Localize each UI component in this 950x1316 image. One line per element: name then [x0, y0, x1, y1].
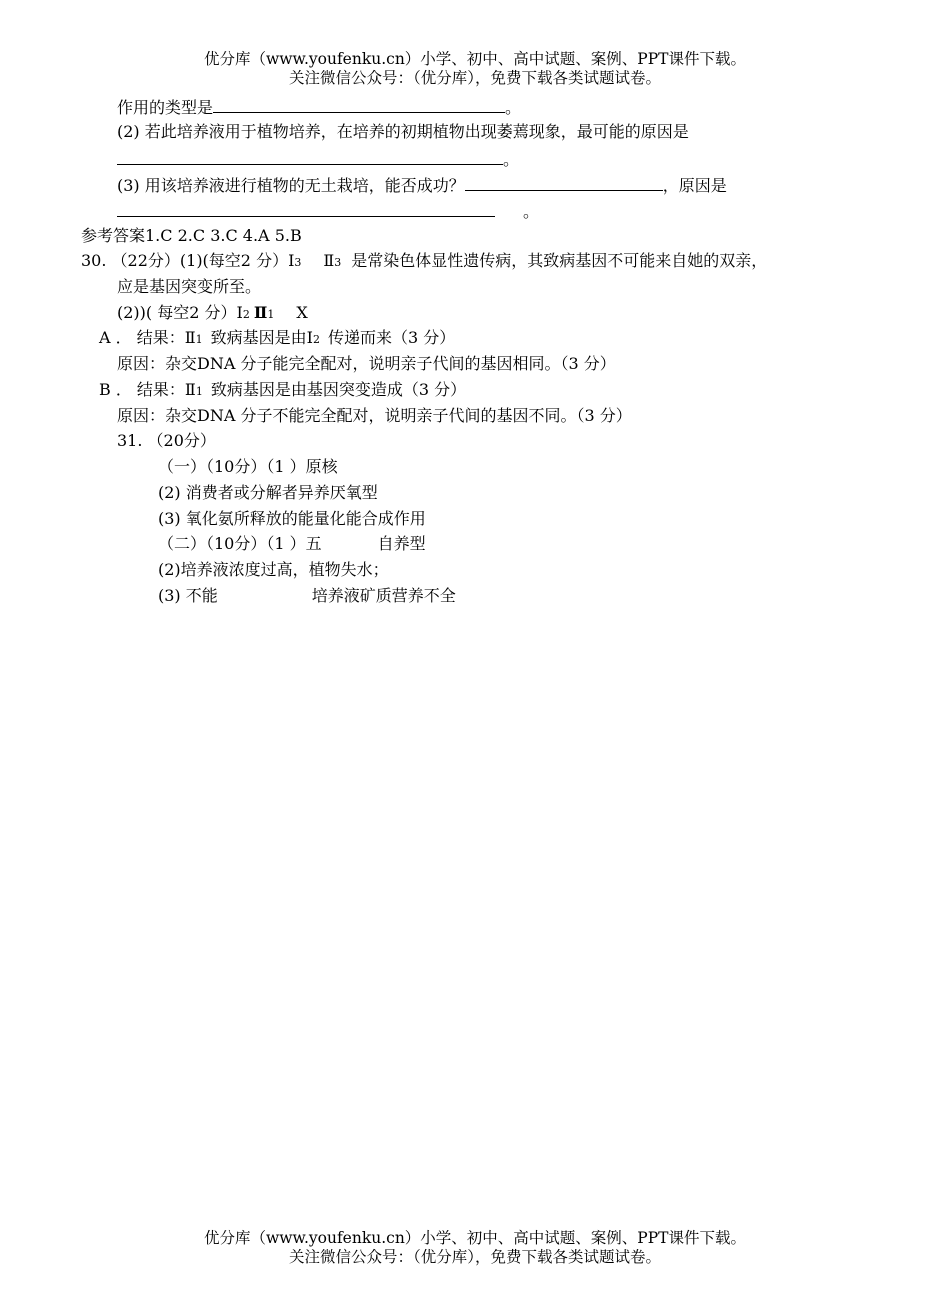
- subscript: 1: [195, 385, 203, 398]
- footer-line-2: 关注微信公众号：（优分库），免费下载各类试题试卷。: [288, 1248, 661, 1266]
- answer-blank-2: [117, 148, 503, 165]
- question-1-text: 作用的类型是: [117, 98, 214, 117]
- subscript: 2: [312, 333, 320, 346]
- subscript: 2: [242, 308, 250, 321]
- question-3-answer-line: [117, 200, 539, 222]
- question-3-mid: ，原因是: [662, 176, 727, 195]
- result-a-score: 传递而来（3 分）: [327, 328, 456, 347]
- subscript: 3: [294, 256, 302, 269]
- q31-part-1: （一）（10分）（1 ）原核: [158, 457, 338, 476]
- header-line-1: 优分库（www.youfenku.cn）小学、初中、高中试题、案例、PPT课件下载。: [203, 50, 747, 68]
- answer-key-title: 参考答案1.C 2.C 3.C 4.A 5.B: [81, 226, 302, 245]
- question-2: (2) 若此培养液用于植物培养，在培养的初期植物出现萎蔫现象，最可能的原因是: [117, 122, 689, 141]
- q31-part-2-item-3-answer: 培养液矿质营养不全: [311, 586, 456, 605]
- result-a: [99, 328, 455, 350]
- q31-part-1-item-3: (3) 氧化氨所释放的能量化能合成作用: [158, 509, 426, 528]
- chromosome-x: X: [296, 303, 308, 322]
- q30-part-2: [117, 303, 308, 325]
- q30-part1-text: 30. （22分）(1)(每空2 分）Ⅰ: [81, 251, 295, 270]
- q31-part-2-answer: 自养型: [377, 534, 426, 553]
- generation-mark: Ⅱ: [323, 251, 335, 270]
- answer-blank-3b: [117, 200, 495, 217]
- header-line-2: 关注微信公众号：（优分库），免费下载各类试题试卷。: [288, 69, 661, 87]
- period: 。: [503, 150, 520, 169]
- q31-part-2-item-2: (2)培养液浓度过高，植物失水；: [158, 560, 389, 579]
- period: 。: [505, 98, 522, 117]
- answer-blank-3a: [465, 174, 663, 191]
- result-b: [99, 380, 466, 402]
- q30-line-1: [81, 251, 767, 273]
- question-3-text: (3) 用该培养液进行植物的无土栽培，能否成功？: [117, 176, 465, 195]
- result-a-text: 致病基因是由Ⅰ: [210, 328, 313, 347]
- q31-title: 31. （20分）: [117, 431, 216, 450]
- question-1-tail: [117, 96, 521, 118]
- answer-blank-1: [213, 96, 505, 113]
- q31-part-2-text: （二）（10分）（1 ）五: [158, 534, 322, 553]
- q31-part-1-item-2: (2) 消费者或分解者异养厌氧型: [158, 483, 378, 502]
- period: 。: [523, 202, 540, 221]
- result-b-text: 致病基因是由基因突变造成（3 分）: [210, 380, 467, 399]
- question-2-answer-line: [117, 148, 519, 170]
- q31-part-2: [158, 534, 426, 554]
- q31-part-2-item-3-text: (3) 不能: [158, 586, 218, 605]
- subscript: 3: [334, 256, 342, 269]
- q30-part2-text: (2))( 每空2 分）Ⅰ: [117, 303, 243, 322]
- reason-b: 原因：杂交DNA 分子不能完全配对，说明亲子代间的基因不同。（3 分）: [117, 406, 632, 425]
- question-3: [117, 174, 727, 196]
- q30-line-2: 应是基因突变所至。: [117, 277, 262, 296]
- reason-a: 原因：杂交DNA 分子能完全配对，说明亲子代间的基因相同。（3 分）: [117, 354, 616, 373]
- q30-part1-conclusion: 是常染色体显性遗传病，其致病基因不可能来自她的双亲，: [351, 251, 768, 270]
- subscript: 1: [267, 308, 275, 321]
- generation-mark: Ⅱ: [253, 303, 268, 322]
- q31-part-2-item-3: [158, 586, 456, 606]
- result-b-label: B ． 结果：Ⅱ: [99, 380, 196, 399]
- result-a-label: A ． 结果：Ⅱ: [99, 328, 196, 347]
- footer-line-1: 优分库（www.youfenku.cn）小学、初中、高中试题、案例、PPT课件下载。: [203, 1229, 747, 1247]
- subscript: 1: [195, 333, 203, 346]
